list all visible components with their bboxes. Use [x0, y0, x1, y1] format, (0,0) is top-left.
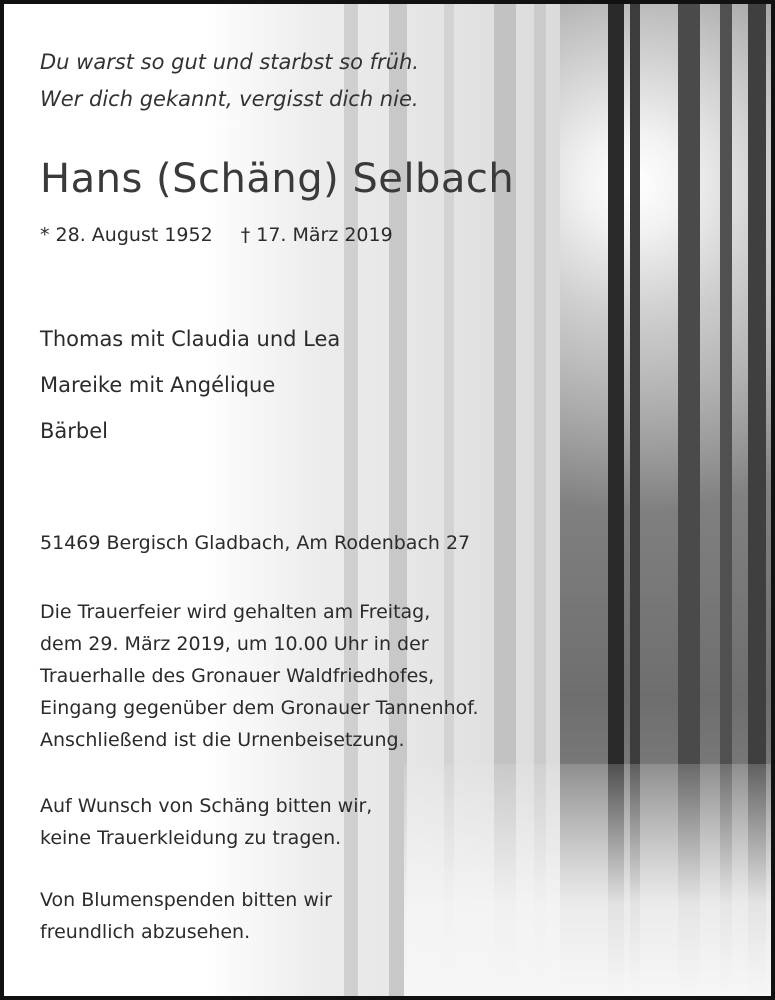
address: 51469 Bergisch Gladbach, Am Rodenbach 27	[40, 532, 471, 554]
clothing-line: keine Trauerkleidung zu tragen.	[40, 827, 342, 849]
ceremony-line: Anschließend ist die Urnenbeisetzung.	[40, 729, 405, 751]
family-member: Thomas mit Claudia und Lea	[40, 327, 341, 351]
verse-line: Du warst so gut und starbst so früh.	[40, 50, 419, 74]
deceased-name: Hans (Schäng) Selbach	[40, 156, 515, 202]
clothing-line: Auf Wunsch von Schäng bitten wir,	[40, 795, 373, 817]
snowy-ground	[404, 764, 771, 996]
death-date: † 17. März 2019	[240, 224, 393, 246]
family-member: Bärbel	[40, 419, 108, 443]
ceremony-line: Eingang gegenüber dem Gronauer Tannenhof.	[40, 697, 479, 719]
flowers-line: freundlich abzusehen.	[40, 921, 251, 943]
verse-line: Wer dich gekannt, vergisst dich nie.	[40, 87, 419, 111]
birth-date: * 28. August 1952	[40, 224, 213, 246]
memorial-verse	[40, 44, 419, 118]
flowers-request	[40, 884, 332, 948]
ceremony-line: Trauerhalle des Gronauer Waldfriedhofes,	[40, 665, 435, 687]
life-dates	[40, 224, 393, 246]
clothing-request	[40, 790, 372, 854]
family-member: Mareike mit Angélique	[40, 373, 276, 397]
family-list	[40, 316, 340, 454]
flowers-line: Von Blumenspenden bitten wir	[40, 889, 332, 911]
ceremony-line: Die Trauerfeier wird gehalten am Freitag,	[40, 601, 431, 623]
ceremony-line: dem 29. März 2019, um 10.00 Uhr in der	[40, 633, 429, 655]
ceremony-info	[40, 596, 479, 756]
